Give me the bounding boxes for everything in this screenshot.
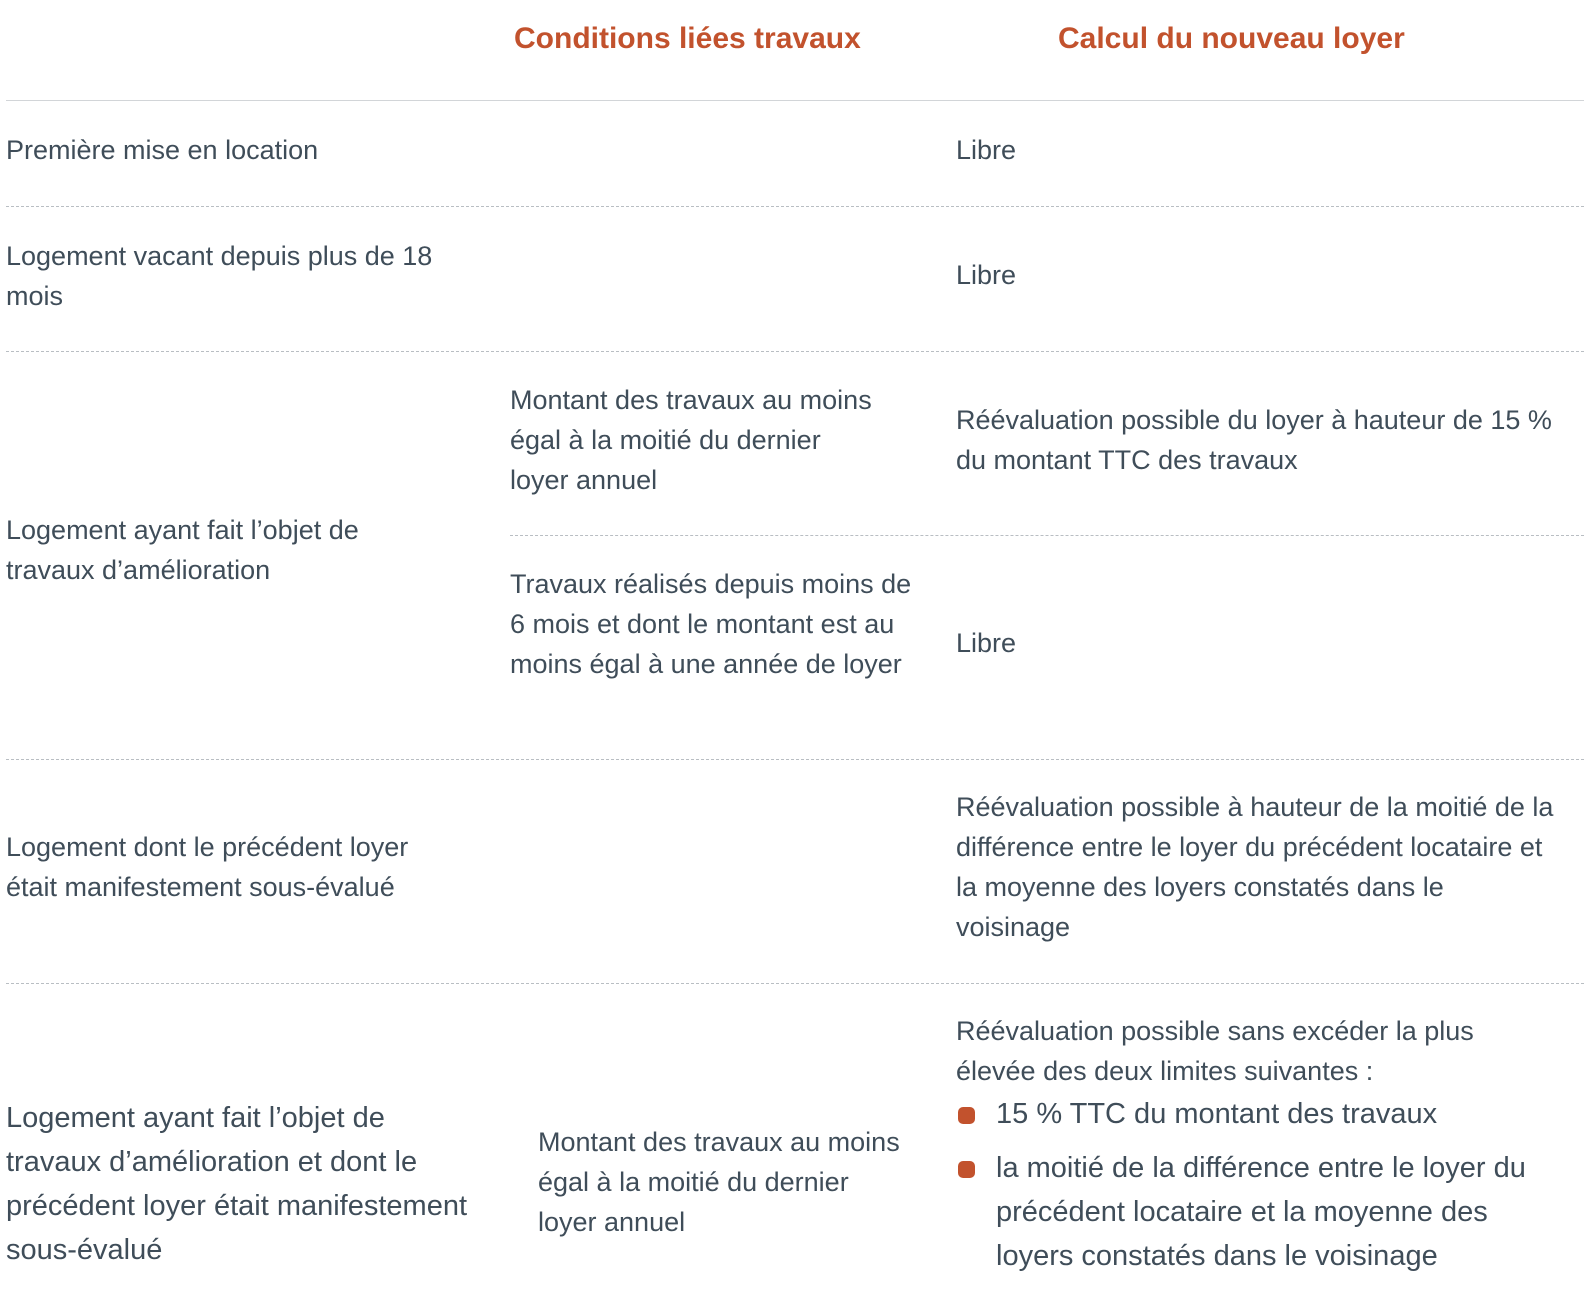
bullet-icon — [958, 1161, 975, 1178]
row-1-situation: Première mise en location — [6, 135, 319, 165]
row-2-calcul: Libre — [956, 260, 1017, 290]
row-4-calcul: Réévaluation possible à hauteur de la moitié de la différence entre le loyer du précédent locataire et la moyenne des loyers constatés dans le voisinage — [956, 792, 1554, 942]
row-4-situation: Logement dont le précédent loyer était manifestement sous-évalué — [6, 832, 409, 902]
row-5-condition: Montant des travaux au moins égal à la moitié du dernier loyer annuel — [538, 1127, 900, 1237]
row-3a-condition: Montant des travaux au moins égal à la moitié du dernier loyer annuel — [510, 385, 872, 495]
list-item — [956, 1146, 1546, 1278]
header-divider — [6, 100, 1584, 101]
column-header-calcul: Calcul du nouveau loyer — [1058, 22, 1405, 55]
row-divider — [6, 759, 1584, 760]
list-item-text: 15 % TTC du montant des travaux — [996, 1098, 1438, 1130]
row-divider — [6, 983, 1584, 984]
list-item — [956, 1092, 1546, 1136]
row-3b-calcul: Libre — [956, 628, 1017, 658]
row-5-calcul-intro: Réévaluation possible sans excéder la plus élevée des deux limites suivantes : — [956, 1016, 1474, 1086]
bullet-icon — [958, 1107, 975, 1124]
row-3-situation: Logement ayant fait l’objet de travaux d’amélioration — [6, 515, 359, 585]
row-1-calcul: Libre — [956, 135, 1017, 165]
column-header-conditions: Conditions liées travaux — [514, 22, 861, 55]
row-2-situation: Logement vacant depuis plus de 18 mois — [6, 241, 433, 311]
row-3a-calcul: Réévaluation possible du loyer à hauteur de 15 % du montant TTC des travaux — [956, 405, 1552, 475]
row-3b-condition: Travaux réalisés depuis moins de 6 mois et dont le montant est au moins égal à une année de loyer — [510, 569, 912, 679]
row-5-calcul-list — [956, 1092, 1546, 1288]
row-divider — [6, 351, 1584, 352]
sub-row-divider — [510, 535, 1584, 536]
list-item-text: la moitié de la différence entre le loyer du précédent locataire et la moyenne des loyers constatés dans le voisinage — [996, 1152, 1526, 1272]
row-divider — [6, 206, 1584, 207]
row-5-situation: Logement ayant fait l’objet de travaux d’amélioration et dont le précédent loyer était manifestement sous-évalué — [6, 1102, 468, 1266]
